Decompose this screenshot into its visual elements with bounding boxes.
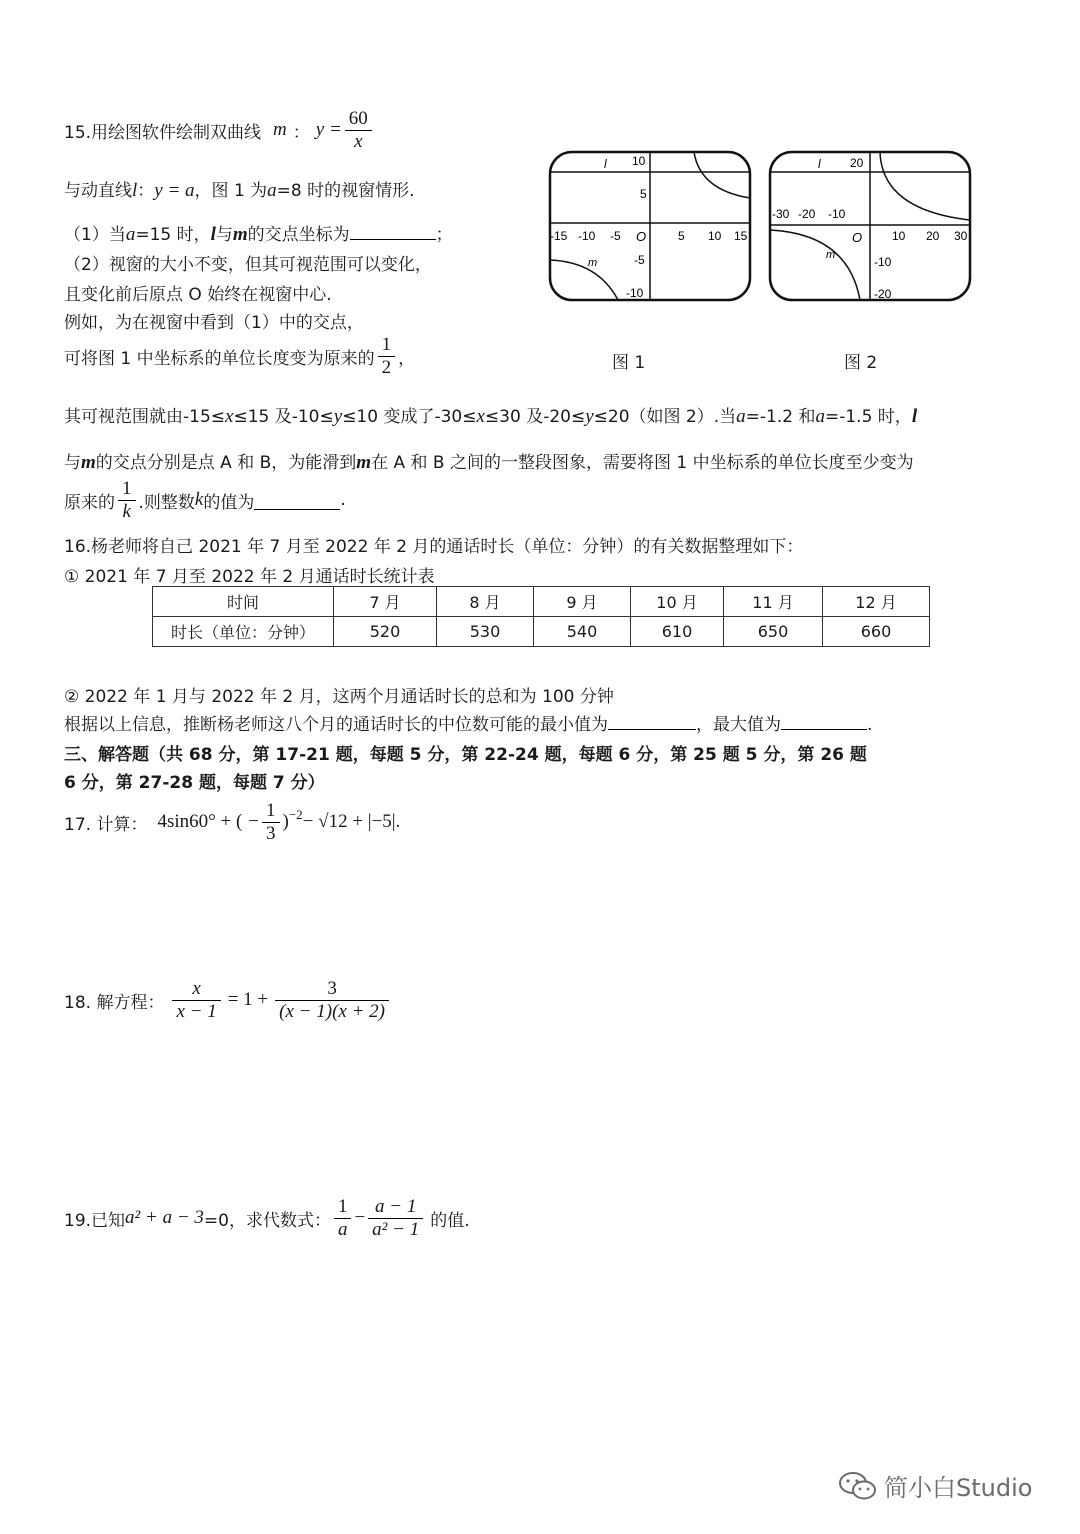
q18-label: 18. 解方程： — [64, 992, 165, 1013]
table-cell: 时间 — [153, 587, 334, 617]
table-cell: 9 月 — [534, 587, 631, 617]
table-cell: 7 月 — [334, 587, 437, 617]
var-k: k — [194, 489, 204, 511]
line-l: l — [210, 224, 216, 245]
text: ≤30 及-20≤ — [484, 407, 586, 427]
expr: − √12 + |−5|. — [302, 811, 401, 833]
text: =0，求代数式： — [203, 1210, 331, 1231]
q19-label: 19.已知 — [64, 1210, 126, 1231]
curve-name: m — [273, 119, 287, 141]
y-equals: y = — [315, 119, 342, 141]
denominator: (x − 1)(x + 2) — [279, 1000, 385, 1022]
q16-note: ② 2022 年 1 月与 2022 年 2 月，这两个月通话时长的总和为 100 分钟 — [64, 687, 614, 707]
text: =15 时， — [135, 225, 211, 245]
fraction-numerator: 60 — [348, 108, 368, 129]
var-x: x — [225, 406, 234, 427]
table-cell: 8 月 — [437, 587, 534, 617]
text: 与动直线 — [64, 181, 132, 201]
text: 根据以上信息，推断杨老师这八个月的通话时长的中位数可能的最小值为 — [64, 715, 608, 735]
expr: = 1 + — [227, 989, 269, 1011]
text: ≤20（如图 2）.当 — [593, 407, 737, 427]
text: 的值. — [430, 1210, 470, 1231]
origin-label: O — [636, 229, 647, 244]
table-cell: 650 — [724, 617, 823, 647]
table-cell: 660 — [823, 617, 930, 647]
q15-part2: （2）视窗的大小不变，但其可视范围可以变化， — [64, 255, 432, 275]
var-y: y — [333, 406, 343, 427]
y-tick: -10 — [874, 255, 892, 269]
q15-part6 — [64, 402, 917, 428]
text: ，图 1 为 — [194, 181, 268, 201]
call-duration-table — [152, 586, 930, 647]
y-tick: 10 — [632, 154, 646, 168]
figure-1-caption: 图 1 — [612, 353, 646, 373]
var-x: x — [476, 406, 485, 427]
answer-blank-max[interactable] — [781, 711, 867, 730]
answer-blank[interactable] — [350, 221, 436, 240]
exponent: −2 — [288, 807, 303, 823]
fraction-denominator: x — [354, 130, 363, 152]
text: . — [867, 715, 873, 735]
denominator: 2 — [381, 356, 392, 378]
table-cell: 10 月 — [631, 587, 724, 617]
y-tick: 20 — [850, 156, 864, 170]
text: 其可视范围就由-15≤ — [64, 407, 226, 427]
text: 与 — [64, 453, 81, 473]
expr: 4sin60° + ( — [157, 811, 243, 833]
q15-part3: 且变化前后原点 O 始终在视窗中心. — [64, 285, 332, 305]
q17 — [64, 800, 400, 845]
wechat-icon — [838, 1471, 878, 1501]
l-label: l — [604, 157, 607, 171]
text: （1）当 — [64, 225, 126, 245]
section3-heading-line2: 6 分，第 27-28 题，每题 7 分） — [64, 773, 325, 793]
q18 — [64, 978, 392, 1023]
table-cell: 12 月 — [823, 587, 930, 617]
third-fraction — [262, 800, 280, 845]
q15-part7 — [64, 448, 914, 474]
denominator: a — [337, 1218, 348, 1240]
text: 原来的 — [64, 492, 115, 513]
table-cell: 530 — [437, 617, 534, 647]
y-tick: -20 — [874, 287, 892, 301]
answer-blank[interactable] — [254, 491, 340, 510]
x-tick: 30 — [954, 229, 968, 243]
q19 — [64, 1196, 470, 1241]
q15-line2 — [64, 176, 415, 202]
denominator: a² − 1 — [372, 1218, 420, 1240]
var-a: a — [267, 180, 277, 201]
hyperbola-branch-left — [770, 230, 863, 300]
denominator: 3 — [266, 822, 276, 844]
y-tick: -5 — [634, 253, 645, 267]
figure-1 — [548, 150, 752, 302]
x-tick: -10 — [578, 229, 596, 243]
y-tick: -10 — [626, 286, 644, 300]
denominator: x − 1 — [176, 1000, 217, 1022]
x-tick: -30 — [772, 207, 790, 221]
x-tick: -5 — [610, 229, 621, 243]
curve-m: m — [232, 224, 248, 245]
text: ≤10 变成了-30≤ — [342, 407, 477, 427]
m-label: m — [588, 257, 598, 269]
q15-intro-text: 15.用绘图软件绘制双曲线 — [64, 122, 262, 143]
minus: − — [354, 1207, 366, 1229]
line-l: l — [132, 180, 138, 201]
table-header-row — [153, 587, 930, 617]
half-fraction — [378, 334, 396, 379]
text: ； — [435, 225, 453, 245]
text: 的交点分别是点 A 和 B，为能滑到 — [95, 453, 357, 473]
table-cell: 520 — [334, 617, 437, 647]
x-tick: 10 — [708, 229, 722, 243]
table-cell: 11 月 — [724, 587, 823, 617]
q16-table-title: ① 2021 年 7 月至 2022 年 2 月通话时长统计表 — [64, 567, 435, 587]
text: 的交点坐标为 — [247, 225, 350, 245]
x-tick: 10 — [892, 229, 906, 243]
q15-part8 — [64, 478, 346, 523]
x-tick: 20 — [926, 229, 940, 243]
fraction-a-minus-1 — [368, 1196, 423, 1241]
var-a: a — [736, 406, 746, 427]
numerator: 1 — [266, 800, 276, 821]
text: 与 — [215, 225, 233, 245]
q15-line1 — [64, 108, 375, 153]
table-row — [153, 617, 930, 647]
x-tick: -20 — [798, 207, 816, 221]
text: =8 时的视窗情形. — [276, 181, 415, 201]
q16-intro: 16.杨老师将自己 2021 年 7 月至 2022 年 2 月的通话时长（单位：分钟）的有关数据整理如下： — [64, 537, 804, 557]
line-eq: y = a — [154, 180, 195, 201]
left-fraction — [172, 978, 220, 1023]
origin-label: O — [852, 230, 863, 245]
text: 的值为 — [203, 492, 255, 513]
numerator: a − 1 — [375, 1196, 417, 1217]
paren: ) — [282, 811, 289, 833]
l-label: l — [818, 157, 821, 171]
numerator: 3 — [327, 978, 337, 999]
condition: a² + a − 3 — [125, 1207, 204, 1229]
m-label: m — [826, 249, 836, 261]
curve-m: m — [356, 452, 372, 473]
hyperbola-branch-right — [694, 152, 750, 198]
var-a: a — [815, 406, 825, 427]
hyperbola-branch-right — [880, 152, 970, 220]
text: =-1.5 时， — [824, 407, 912, 427]
text: . — [340, 490, 346, 511]
y-tick: 5 — [640, 187, 647, 201]
x-tick: 15 — [734, 229, 748, 243]
text: 在 A 和 B 之间的一整段图象，需要将图 1 中坐标系的单位长度至少变为 — [371, 453, 914, 473]
hyperbola-fraction — [345, 108, 372, 153]
numerator: 1 — [337, 1196, 348, 1217]
text: 可将图 1 中坐标系的单位长度变为原来的 — [64, 348, 375, 369]
table-cell: 610 — [631, 617, 724, 647]
x-tick: -15 — [550, 229, 568, 243]
curve-m: m — [81, 452, 96, 473]
denominator: k — [122, 500, 131, 522]
figure-2 — [768, 150, 972, 302]
minus: − — [248, 811, 259, 833]
q15-part4: 例如，为在视窗中看到（1）中的交点， — [64, 313, 364, 333]
x-tick: 5 — [678, 229, 685, 243]
text: ： — [137, 181, 155, 201]
q17-label: 17. 计算： — [64, 814, 148, 835]
q15-part1 — [64, 220, 453, 246]
table-cell: 时长（单位：分钟） — [153, 617, 334, 647]
section3-heading-line1: 三、解答题（共 68 分，第 17-21 题，每题 5 分，第 22-24 题，每题 6 分，第 25 题 5 分，第 26 题 — [64, 745, 867, 765]
hyperbola-branch-left — [550, 260, 618, 300]
numerator: x — [192, 978, 201, 999]
text: .则整数 — [138, 492, 195, 513]
fraction-1-over-a — [334, 1196, 352, 1241]
x-tick: -10 — [828, 207, 846, 221]
colon: ： — [292, 122, 310, 143]
text: ，最大值为 — [696, 715, 781, 735]
table-cell: 540 — [534, 617, 631, 647]
right-fraction — [275, 978, 389, 1023]
text: ， — [398, 348, 416, 369]
watermark-text: 简小白Studio — [884, 1474, 1033, 1502]
watermark — [838, 1468, 1032, 1503]
q16-question — [64, 710, 872, 735]
figure-2-caption: 图 2 — [844, 353, 878, 373]
answer-blank-min[interactable] — [608, 711, 696, 730]
text: ≤15 及-10≤ — [233, 407, 334, 427]
line-l: l — [911, 406, 918, 427]
q15-part5 — [64, 334, 415, 379]
k-fraction — [118, 478, 136, 523]
text: =-1.2 和 — [745, 407, 816, 427]
var-a: a — [125, 224, 136, 245]
numerator: 1 — [381, 334, 392, 355]
var-y: y — [585, 406, 594, 427]
numerator: 1 — [122, 478, 132, 499]
